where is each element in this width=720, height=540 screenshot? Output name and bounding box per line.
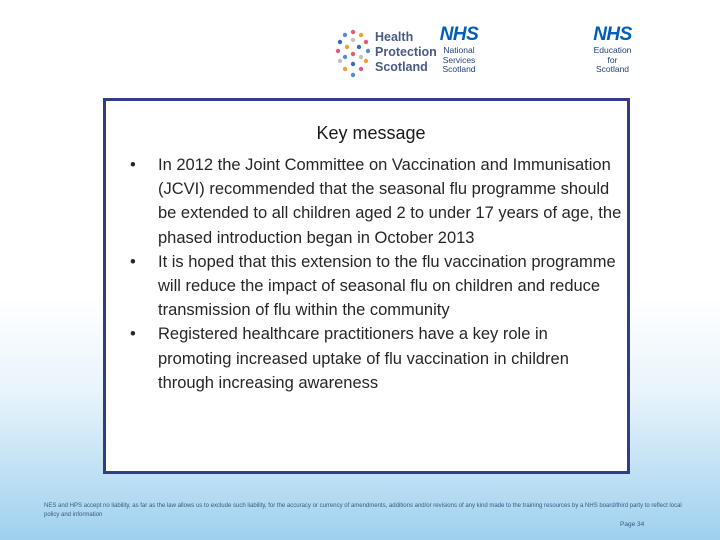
key-message-box (103, 98, 630, 474)
bullet-text: In 2012 the Joint Committee on Vaccination and Immunisation (JCVI) recommended that the seasonal flu programme should be extended to all children aged 2 to under 17 years of age, the phased introduction began in October 2013 (158, 156, 622, 247)
health-protection-scotland-logo (333, 28, 437, 80)
footer-disclaimer: NES and HPS accept no liability, as far as the law allows us to exclude such liability, for the accuracy or currency of amendments, additions and/or revisions of any kind made to the training resources by a NHS board/third party to reflect local policy and information (44, 503, 682, 518)
hps-wordmark (375, 30, 437, 75)
hps-line: Protection (375, 45, 437, 59)
key-message-title: Key message (316, 123, 426, 143)
nhs-mark: NHS (439, 24, 479, 45)
page-number: Page 34 (620, 521, 645, 528)
list-item (128, 250, 623, 323)
nss-line: Scotland (442, 64, 476, 74)
nes-subtitle (585, 46, 640, 75)
bullet-text: It is hoped that this extension to the flu vaccination programme will reduce the impact of seasonal flu on children and reduce transmission of flu within the community (158, 252, 616, 320)
list-item (128, 153, 623, 250)
nss-line: Services (442, 54, 476, 65)
hps-line: Health (375, 30, 414, 44)
nes-line: for (607, 54, 618, 65)
bullet-icon: • (130, 325, 136, 344)
nss-subtitle (434, 46, 484, 75)
nes-line: Scotland (595, 64, 630, 74)
bullet-icon: • (130, 252, 136, 271)
nes-line: Education (593, 45, 632, 55)
bullet-text: Registered healthcare practitioners have a key role in promoting increased uptake of flu vaccination in children through increasing awareness (158, 325, 569, 392)
bullet-icon: • (130, 156, 136, 174)
logo-bar (0, 0, 720, 95)
nhs-education-for-scotland-logo (585, 25, 640, 89)
list-item (128, 322, 623, 395)
nhs-mark: NHS (593, 24, 632, 45)
nss-line: National (443, 45, 475, 55)
key-message-list (128, 153, 623, 395)
nhs-national-services-scotland-logo (434, 25, 484, 85)
hps-line: Scotland (375, 60, 428, 74)
hps-dots-icon (333, 28, 373, 80)
